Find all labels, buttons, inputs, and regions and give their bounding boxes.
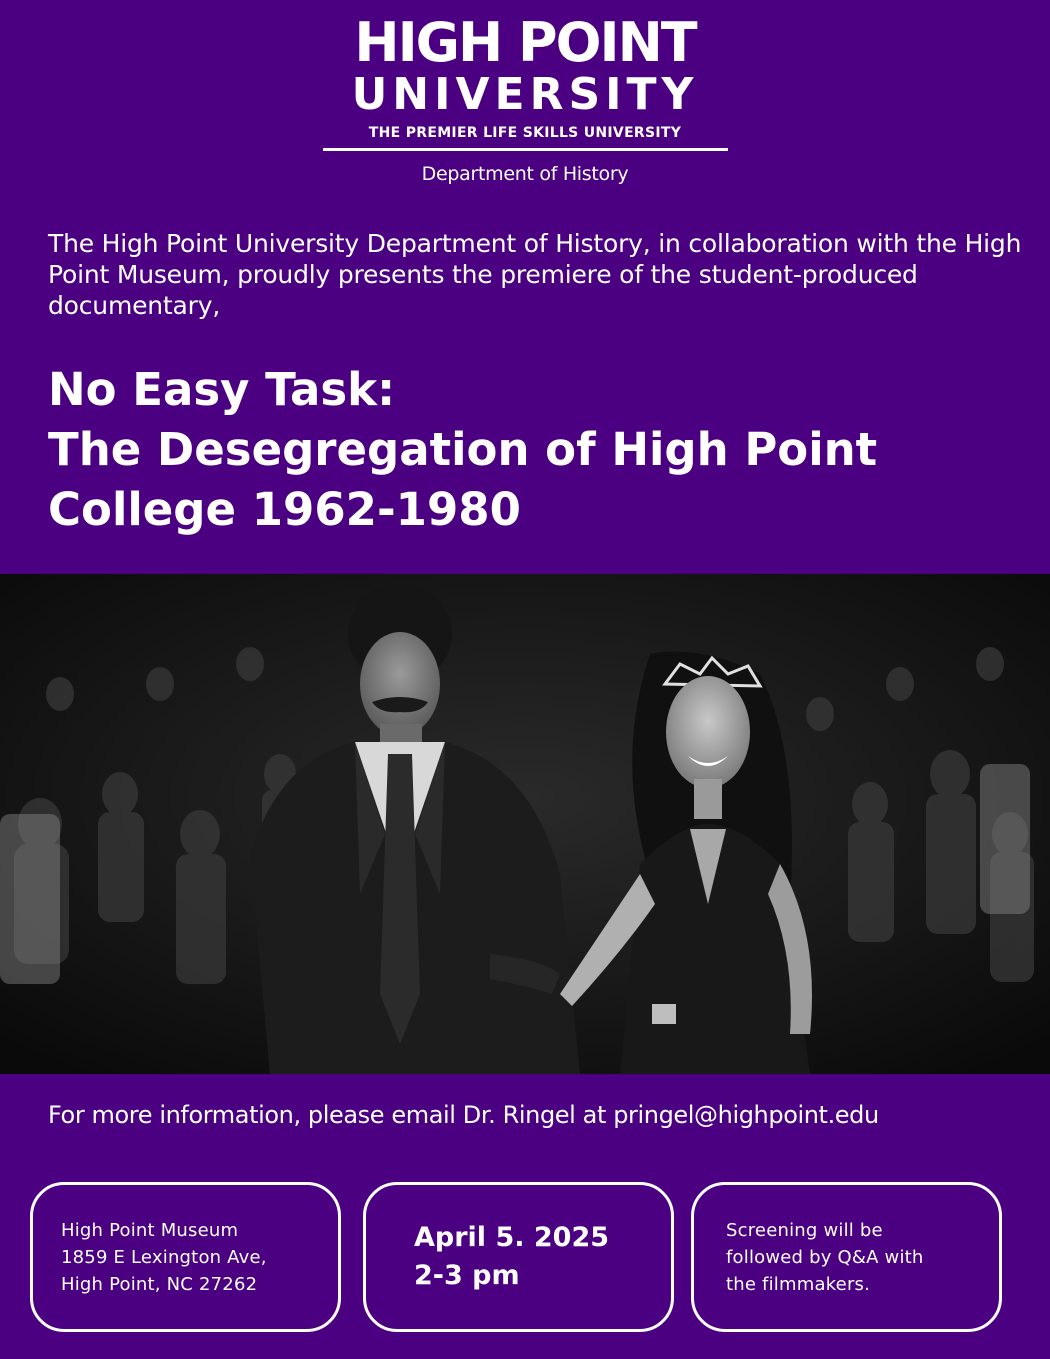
contact-info: For more information, please email Dr. Ringel at pringel@highpoint.edu: [48, 1101, 879, 1129]
note-line-2: followed by Q&A with: [726, 1246, 924, 1268]
note-box: [691, 1182, 1002, 1332]
department-name: Department of History: [421, 163, 629, 185]
date-box: [363, 1182, 674, 1332]
venue-street: 1859 E Lexington Ave,: [61, 1246, 267, 1268]
event-photo: [0, 574, 1050, 1074]
title-line-1: No Easy Task:: [48, 363, 396, 416]
couple-photo-illustration: [0, 574, 1050, 1074]
intro-text: The High Point University Department of History, in collaboration with the High Point Museum, proudly presents the premiere of the student-produced documentary,: [48, 229, 1022, 320]
event-datetime: [414, 1219, 609, 1295]
note-line-1: Screening will be: [726, 1219, 883, 1241]
venue-address: [61, 1217, 267, 1298]
venue-city: High Point, NC 27262: [61, 1273, 258, 1295]
title-line-3: College 1962-1980: [48, 483, 521, 536]
venue-name: High Point Museum: [61, 1219, 239, 1241]
event-date: April 5. 2025: [414, 1222, 610, 1253]
note-line-3: the filmmakers.: [726, 1273, 871, 1295]
screening-note: [726, 1217, 924, 1298]
logo-tagline: THE PREMIER LIFE SKILLS UNIVERSITY: [368, 125, 682, 141]
logo-wordmark-line1: HIGH POINT: [354, 11, 696, 74]
documentary-title: [48, 360, 1023, 540]
logo-divider: [323, 148, 728, 151]
logo-wordmark-line2: UNIVERSITY: [351, 69, 699, 120]
university-logo: [0, 11, 1050, 185]
title-line-2: The Desegregation of High Point: [48, 423, 878, 476]
venue-box: [30, 1182, 341, 1332]
event-time: 2-3 pm: [414, 1260, 520, 1291]
